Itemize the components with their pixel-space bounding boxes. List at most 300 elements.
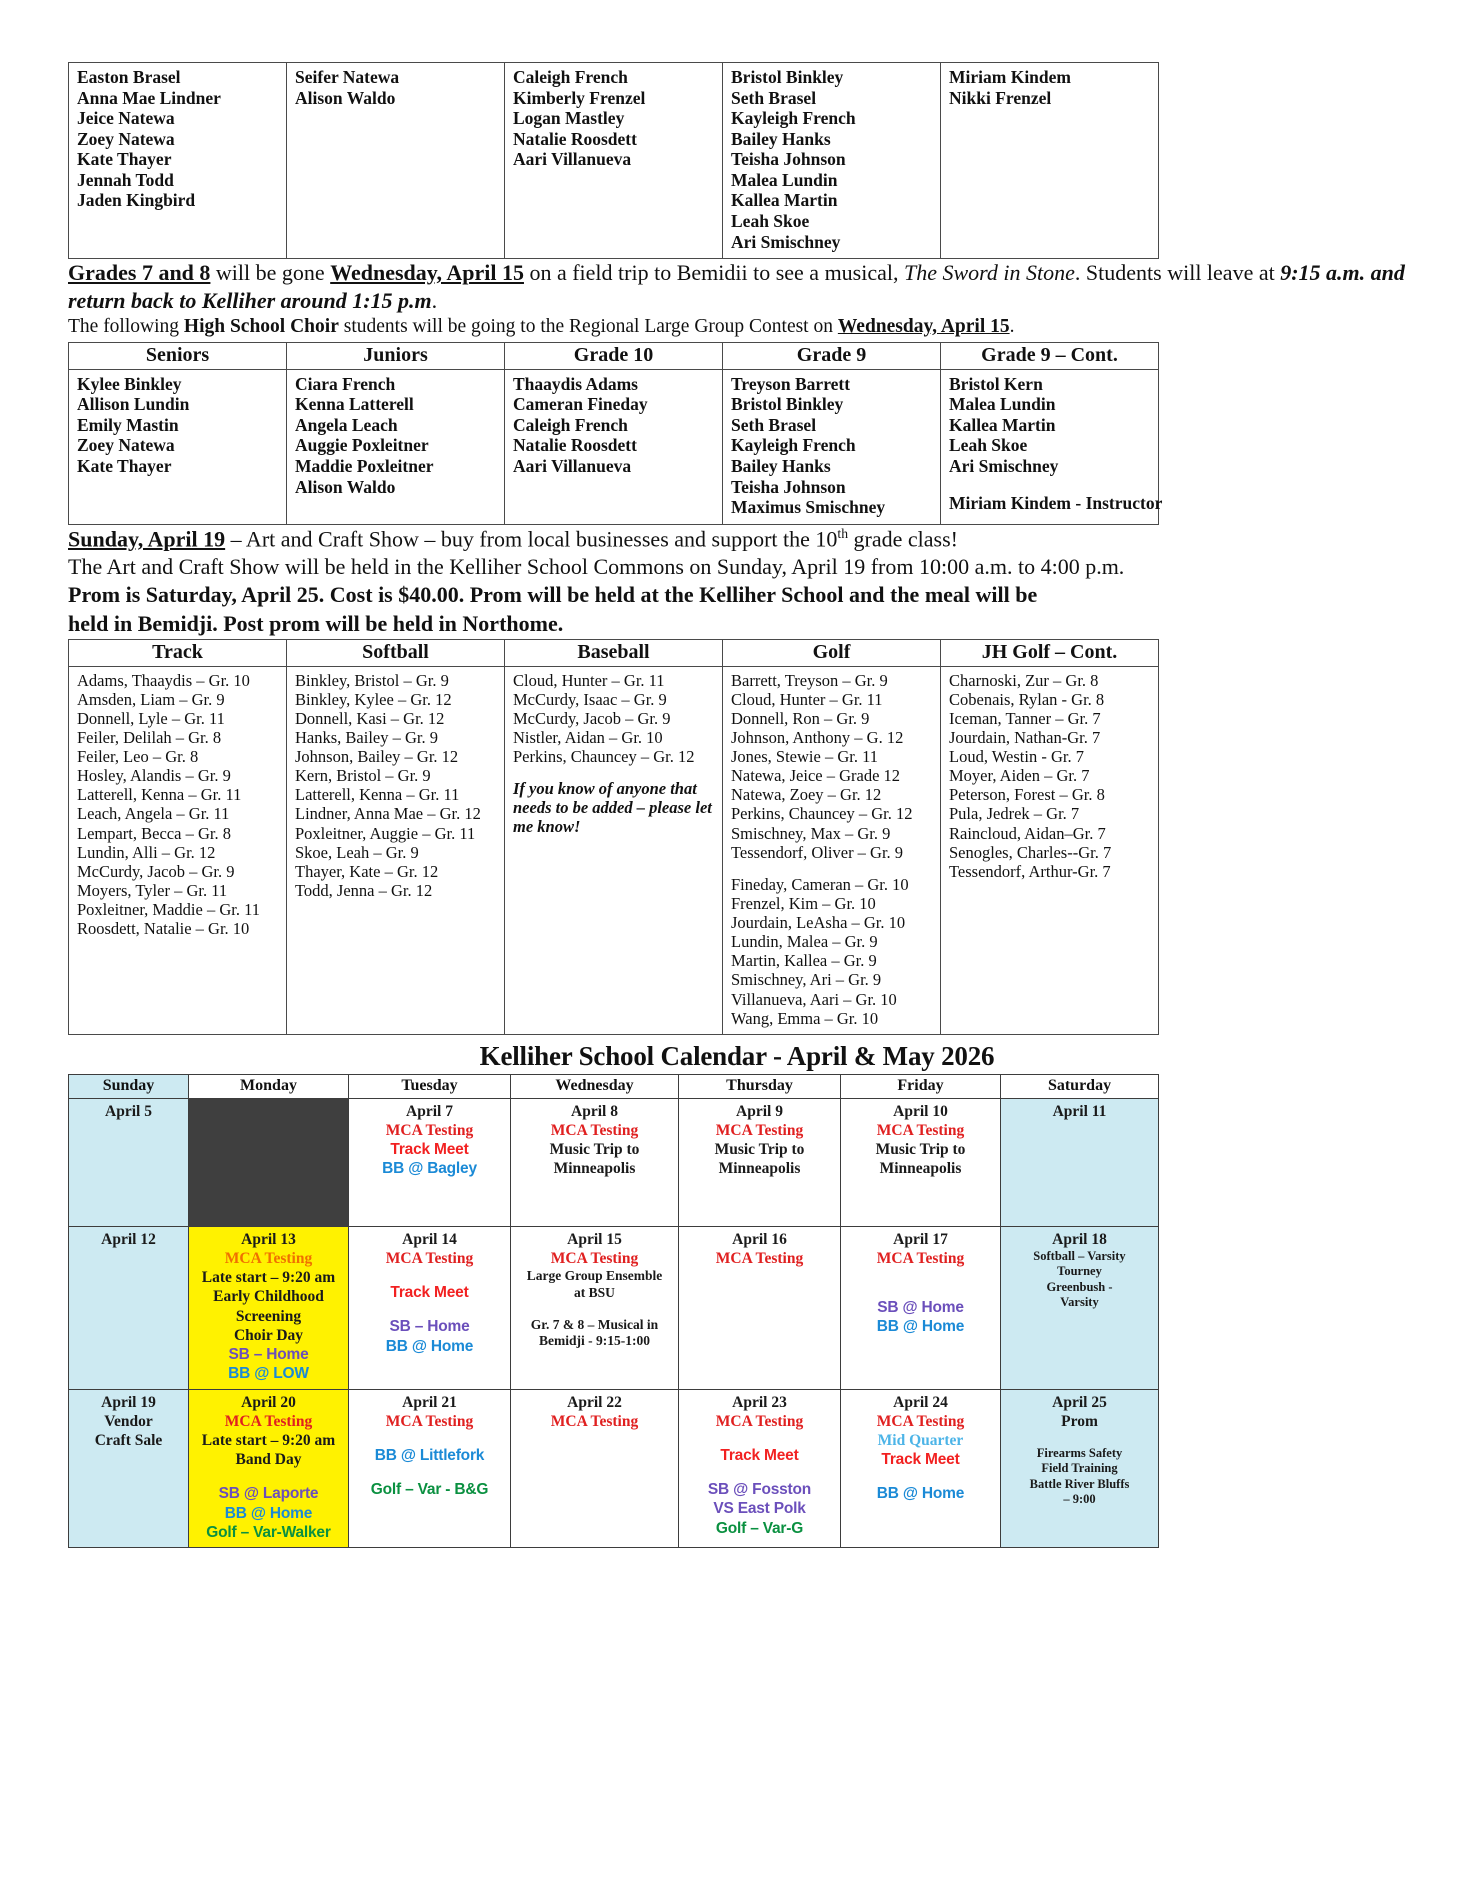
sports-col-track	[69, 666, 287, 1034]
choir-header-grade9-cont: Grade 9 – Cont.	[941, 342, 1159, 369]
choir-intro-end: .	[1009, 316, 1015, 338]
calendar-day-cell[interactable]	[841, 1389, 1001, 1548]
calendar-event: Minneapolis	[879, 1160, 962, 1178]
list-item: Maddie Poxleitner	[295, 456, 434, 476]
calendar-body	[69, 1098, 1159, 1547]
calendar-event: Softball – Varsity	[1033, 1248, 1126, 1263]
calendar-spacer	[681, 1465, 838, 1480]
choir-instructor: Miriam Kindem - Instructor	[949, 492, 1163, 513]
calendar-event: Late start – 9:20 am	[201, 1431, 336, 1449]
calendar-day-cell[interactable]	[511, 1389, 679, 1548]
list-item: Donnell, Lyle – Gr. 11	[77, 708, 225, 728]
art-craft-line2: The Art and Craft Show will be held in the Kelliher School Commons on Sunday, April 19 from 10:00 a.m. to 4:00 p.m.	[68, 554, 1125, 580]
list-item: Johnson, Bailey – Gr. 12	[295, 747, 459, 767]
list-item: Teisha Johnson	[731, 149, 846, 170]
calendar-event: Minneapolis	[718, 1160, 801, 1178]
calendar-spacer	[843, 1469, 998, 1484]
list-item: Cobenais, Rylan - Gr. 8	[949, 689, 1105, 709]
calendar-date-label: April 20	[241, 1393, 296, 1411]
calendar-header-wednesday: Wednesday	[511, 1074, 679, 1098]
sports-header-row	[69, 639, 1159, 666]
names-col-4	[723, 63, 941, 259]
calendar-event: BB @ Home	[224, 1504, 313, 1522]
calendar-event: Track Meet	[720, 1446, 799, 1464]
calendar-date-label: April 18	[1052, 1230, 1107, 1248]
list-item: Fineday, Cameran – Gr. 10	[731, 874, 909, 894]
list-item: Maximus Smischney	[731, 497, 886, 518]
art-craft-ordinal: th	[837, 525, 849, 541]
list-item: Zoey Natewa	[77, 128, 175, 149]
sports-header-baseball: Baseball	[505, 639, 723, 666]
calendar-event: Music Trip to	[714, 1141, 805, 1159]
list-item: Jourdain, Nathan-Gr. 7	[949, 727, 1101, 747]
sports-rosters-table	[68, 639, 1159, 1035]
list-item: Alison Waldo	[295, 87, 396, 108]
calendar-spacer	[843, 1283, 998, 1298]
field-trip-mid1: will be gone	[210, 260, 331, 286]
choir-col-seniors	[69, 369, 287, 524]
art-craft-date: Sunday, April 19	[68, 526, 226, 552]
list-item: Binkley, Kylee – Gr. 12	[295, 689, 452, 709]
list-item: Anna Mae Lindner	[77, 87, 221, 108]
calendar-event: Minneapolis	[553, 1160, 636, 1178]
art-craft-paragraph	[68, 525, 1406, 582]
choir-header-grade9: Grade 9	[723, 342, 941, 369]
field-trip-times: 9:15 a.m. and return back to Kelliher around 1:15 p.m	[68, 260, 1405, 314]
calendar-event: Early Childhood	[213, 1288, 324, 1306]
list-item: Smischney, Max – Gr. 9	[731, 823, 891, 843]
calendar-event: MCA Testing	[876, 1121, 965, 1139]
list-item: Binkley, Bristol – Gr. 9	[295, 670, 449, 690]
baseball-note: If you know of anyone that needs to be added – please let me know!	[513, 779, 712, 837]
names-col-5	[941, 63, 1159, 259]
choir-intro-date: Wednesday, April 15	[837, 316, 1010, 338]
calendar-event: Vendor	[104, 1412, 153, 1430]
calendar-event: BB @ Home	[385, 1337, 474, 1355]
calendar-day-cell[interactable]	[679, 1098, 841, 1226]
list-item: Nistler, Aidan – Gr. 10	[513, 727, 663, 747]
calendar-spacer	[351, 1268, 508, 1283]
list-item: Johnson, Anthony – G. 12	[731, 727, 904, 747]
calendar-event: Music Trip to	[875, 1141, 966, 1159]
list-item: Frenzel, Kim – Gr. 10	[731, 893, 876, 913]
list-item: Wang, Emma – Gr. 10	[731, 1008, 879, 1028]
sports-body-row	[69, 666, 1159, 1034]
calendar-event: BB @ Bagley	[382, 1160, 477, 1178]
list-item: Bristol Kern	[949, 373, 1043, 394]
calendar-header-tuesday: Tuesday	[349, 1074, 511, 1098]
calendar-event: SB @ Home	[877, 1299, 964, 1317]
calendar-event: VS East Polk	[713, 1500, 806, 1518]
field-trip-paragraph	[68, 259, 1406, 315]
calendar-day-cell[interactable]	[189, 1389, 349, 1548]
calendar-event: Varsity	[1060, 1295, 1099, 1310]
list-item: Seth Brasel	[731, 414, 817, 435]
calendar-date-label: April 10	[893, 1102, 948, 1120]
calendar-day-cell[interactable]	[841, 1098, 1001, 1226]
choir-students-table	[68, 342, 1163, 525]
calendar-event: BB @ LOW	[228, 1365, 309, 1383]
calendar-event: SB – Home	[228, 1346, 309, 1364]
choir-intro-part1: The following	[68, 316, 184, 338]
list-item: Kayleigh French	[731, 108, 856, 129]
calendar-event: MCA Testing	[715, 1249, 804, 1267]
calendar-event: Mid Quarter	[877, 1431, 964, 1449]
golf-list-b	[731, 875, 932, 1028]
list-item: Feiler, Delilah – Gr. 8	[77, 727, 222, 747]
list-item: Leach, Angela – Gr. 11	[77, 804, 230, 824]
calendar-day-cell[interactable]	[1001, 1389, 1159, 1548]
list-item: Logan Mastley	[513, 108, 625, 129]
calendar-date-label: April 25	[1052, 1393, 1107, 1411]
calendar-event: Field Training	[1041, 1461, 1118, 1476]
calendar-day-cell[interactable]	[841, 1226, 1001, 1389]
list-item: Lundin, Malea – Gr. 9	[731, 932, 878, 952]
calendar-header-thursday: Thursday	[679, 1074, 841, 1098]
calendar-event: Band Day	[235, 1451, 302, 1469]
calendar-event: MCA Testing	[715, 1412, 804, 1430]
list-item: Malea Lundin	[731, 169, 838, 190]
calendar-spacer	[681, 1431, 838, 1446]
list-item: Bailey Hanks	[731, 456, 831, 476]
choir-col-grade9-cont	[941, 369, 1163, 524]
calendar-spacer	[351, 1465, 508, 1480]
calendar-spacer	[513, 1302, 676, 1317]
calendar-week-row	[69, 1098, 1159, 1226]
list-item: Todd, Jenna – Gr. 12	[295, 880, 433, 900]
list-item: Villanueva, Aari – Gr. 10	[731, 989, 897, 1009]
calendar-event: Firearms Safety	[1036, 1445, 1123, 1460]
list-item: Barrett, Treyson – Gr. 9	[731, 670, 888, 690]
calendar-date-label: April 5	[105, 1102, 152, 1120]
list-item: Lempart, Becca – Gr. 8	[77, 823, 231, 843]
list-item: Hosley, Alandis – Gr. 9	[77, 766, 231, 786]
list-item: Kenna Latterell	[295, 394, 414, 415]
baseball-list	[513, 671, 714, 767]
sports-col-baseball	[505, 666, 723, 1034]
list-item: Natalie Roosdett	[513, 128, 637, 149]
list-item: Kallea Martin	[949, 414, 1056, 435]
calendar-day-cell[interactable]	[349, 1226, 511, 1389]
list-item: Iceman, Tanner – Gr. 7	[949, 708, 1101, 728]
school-calendar	[68, 1074, 1159, 1548]
calendar-header-sunday: Sunday	[69, 1074, 189, 1098]
list-item: Senogles, Charles--Gr. 7	[949, 842, 1112, 862]
baseball-gap	[513, 766, 714, 779]
calendar-date-label: April 22	[567, 1393, 622, 1411]
calendar-spacer	[1003, 1431, 1156, 1446]
calendar-day-cell[interactable]	[349, 1098, 511, 1226]
calendar-event: SB – Home	[389, 1318, 470, 1336]
list-item: Feiler, Leo – Gr. 8	[77, 747, 199, 767]
names-col-2	[287, 63, 505, 259]
choir-header-row	[69, 342, 1159, 369]
calendar-date-label: April 17	[893, 1230, 948, 1248]
calendar-date-label: April 7	[406, 1102, 453, 1120]
calendar-event: Large Group Ensemble	[526, 1268, 663, 1284]
choir-intro-bold: High School Choir	[183, 316, 339, 338]
field-trip-mid2: on a field trip to Bemidii to see a musical,	[523, 260, 904, 286]
list-item: Kylee Binkley	[77, 373, 182, 394]
calendar-event: Screening	[235, 1307, 302, 1325]
list-item: Latterell, Kenna – Gr. 11	[77, 785, 242, 805]
list-item: Smischney, Ari – Gr. 9	[731, 970, 882, 990]
art-craft-line1: – Art and Craft Show – buy from local businesses and support the 10	[225, 526, 838, 552]
calendar-date-label: April 8	[571, 1102, 618, 1120]
list-item: Poxleitner, Maddie – Gr. 11	[77, 900, 260, 920]
choir-col-grade9	[723, 369, 941, 524]
list-item: Jones, Stewie – Gr. 11	[731, 747, 878, 767]
calendar-event: Track Meet	[390, 1141, 469, 1159]
list-item: Perkins, Chauncey – Gr. 12	[731, 804, 913, 824]
calendar-date-label: April 13	[241, 1230, 296, 1248]
calendar-header-row	[69, 1074, 1159, 1098]
list-item: Cameran Fineday	[513, 394, 648, 415]
list-item: Lundin, Alli – Gr. 12	[77, 842, 216, 862]
student-names-table	[68, 62, 1159, 259]
calendar-event: Greenbush -	[1046, 1279, 1113, 1294]
list-item: Bailey Hanks	[731, 128, 831, 149]
list-item: Adams, Thaaydis – Gr. 10	[77, 670, 250, 690]
list-item: Donnell, Kasi – Gr. 12	[295, 708, 445, 728]
list-item: Pula, Jedrek – Gr. 7	[949, 804, 1080, 824]
calendar-event: BB @ Littlefork	[374, 1446, 485, 1464]
list-item: Jaden Kingbird	[77, 190, 196, 211]
golf-gap	[731, 862, 932, 875]
calendar-event: SB @ Laporte	[218, 1485, 319, 1503]
calendar-date-label: April 14	[402, 1230, 457, 1248]
calendar-day-cell[interactable]	[511, 1226, 679, 1389]
prom-line1: Prom is Saturday, April 25. Cost is $40.00. Prom will be held at the Kelliher School and the meal will be	[68, 582, 1038, 608]
calendar-date-label: April 15	[567, 1230, 622, 1248]
choir-col-grade10	[505, 369, 723, 524]
list-item: McCurdy, Jacob – Gr. 9	[513, 708, 671, 728]
calendar-spacer	[191, 1469, 346, 1484]
calendar-event: Choir Day	[233, 1326, 304, 1344]
field-trip-end: .	[431, 288, 438, 314]
list-item: Bristol Binkley	[731, 394, 844, 415]
calendar-event: MCA Testing	[876, 1412, 965, 1430]
prom-paragraph	[68, 581, 1406, 638]
names-col-1	[69, 63, 287, 259]
calendar-event: Gr. 7 & 8 – Musical in	[530, 1316, 659, 1332]
calendar-day-cell[interactable]	[69, 1389, 189, 1548]
list-item: Latterell, Kenna – Gr. 11	[295, 785, 460, 805]
list-item: Jeice Natewa	[77, 108, 175, 129]
choir-spacer	[949, 477, 1150, 493]
calendar-date-label: April 21	[402, 1393, 457, 1411]
calendar-event: MCA Testing	[224, 1249, 313, 1267]
list-item: Jourdain, LeAsha – Gr. 10	[731, 913, 906, 933]
calendar-event: MCA Testing	[385, 1412, 474, 1430]
field-trip-grades: Grades 7 and 8	[68, 260, 211, 286]
list-item: Ciara French	[295, 373, 396, 394]
list-item: Jennah Todd	[77, 169, 174, 190]
calendar-event: Golf – Var-Walker	[206, 1523, 331, 1541]
choir-body-row	[69, 369, 1159, 524]
list-item: Miriam Kindem	[949, 67, 1071, 87]
list-item: Moyer, Aiden – Gr. 7	[949, 766, 1090, 786]
list-item: Charnoski, Zur – Gr. 8	[949, 670, 1099, 690]
list-item: Loud, Westin - Gr. 7	[949, 747, 1084, 767]
list-item: Roosdett, Natalie – Gr. 10	[77, 919, 250, 939]
list-item: Tessendorf, Oliver – Gr. 9	[731, 842, 904, 862]
list-item: Ari Smischney	[949, 456, 1059, 476]
sports-col-jh-golf	[941, 666, 1159, 1034]
calendar-week-row	[69, 1226, 1159, 1389]
list-item: Kate Thayer	[77, 456, 172, 476]
list-item: Skoe, Leah – Gr. 9	[295, 842, 419, 862]
prom-line2: held in Bemidji. Post prom will be held in Northome.	[68, 610, 564, 636]
calendar-event: Bemidji - 9:15-1:00	[539, 1333, 650, 1349]
list-item: Kimberly Frenzel	[513, 87, 646, 108]
list-item: Donnell, Ron – Gr. 9	[731, 708, 870, 728]
list-item: Emily Mastin	[77, 414, 179, 435]
calendar-header-monday: Monday	[189, 1074, 349, 1098]
list-item: Seth Brasel	[731, 87, 817, 108]
list-item: Perkins, Chauncey – Gr. 12	[513, 747, 695, 767]
calendar-event: Track Meet	[881, 1451, 960, 1469]
list-item: Aari Villanueva	[513, 149, 632, 170]
list-item: Ari Smischney	[731, 231, 841, 252]
list-item: Amsden, Liam – Gr. 9	[77, 689, 225, 709]
calendar-day-cell[interactable]	[1001, 1226, 1159, 1389]
calendar-event: Craft Sale	[94, 1431, 163, 1449]
calendar-day-cell[interactable]	[349, 1389, 511, 1548]
list-item: Leah Skoe	[731, 210, 810, 231]
list-item: Seifer Natewa	[295, 67, 400, 87]
sports-col-softball	[287, 666, 505, 1034]
art-craft-line1-end: grade class!	[848, 526, 958, 552]
calendar-event: at BSU	[574, 1284, 615, 1300]
calendar-date-label: April 16	[732, 1230, 787, 1248]
calendar-event: Golf – Var-G	[715, 1519, 804, 1537]
calendar-event: SB @ Fosston	[707, 1481, 812, 1499]
list-item: Caleigh French	[513, 67, 628, 87]
calendar-event: BB @ Home	[876, 1318, 965, 1336]
list-item: Auggie Poxleitner	[295, 435, 429, 456]
list-item: Zoey Natewa	[77, 435, 175, 456]
choir-header-seniors: Seniors	[69, 342, 287, 369]
sports-header-jh-golf: JH Golf – Cont.	[941, 639, 1159, 666]
list-item: Cloud, Hunter – Gr. 11	[513, 670, 665, 690]
calendar-day-cell[interactable]	[69, 1098, 189, 1226]
list-item: Angela Leach	[295, 414, 398, 435]
sports-col-golf	[723, 666, 941, 1034]
calendar-spacer	[843, 1268, 998, 1283]
calendar-event: Track Meet	[390, 1284, 469, 1302]
list-item: Kallea Martin	[731, 190, 838, 211]
list-item: Easton Brasel	[77, 67, 181, 87]
calendar-day-cell[interactable]	[189, 1098, 349, 1226]
list-item: Malea Lundin	[949, 394, 1056, 415]
calendar-day-cell[interactable]	[511, 1098, 679, 1226]
list-item: Cloud, Hunter – Gr. 11	[731, 689, 883, 709]
list-item: Leah Skoe	[949, 435, 1028, 456]
list-item: Teisha Johnson	[731, 476, 846, 497]
calendar-event: BB @ Home	[876, 1485, 965, 1503]
choir-header-grade10: Grade 10	[505, 342, 723, 369]
calendar-event: Music Trip to	[549, 1141, 640, 1159]
calendar-event: MCA Testing	[715, 1121, 804, 1139]
choir-header-juniors: Juniors	[287, 342, 505, 369]
calendar-header-friday: Friday	[841, 1074, 1001, 1098]
list-item: Caleigh French	[513, 414, 628, 435]
calendar-event: Prom	[1061, 1412, 1098, 1430]
calendar-header-saturday: Saturday	[1001, 1074, 1159, 1098]
table-row	[69, 63, 1159, 259]
calendar-day-cell[interactable]	[69, 1226, 189, 1389]
list-item: Martin, Kallea – Gr. 9	[731, 951, 877, 971]
list-item: Natalie Roosdett	[513, 435, 637, 456]
calendar-event: Battle River Bluffs	[1029, 1476, 1130, 1491]
list-item: Peterson, Forest – Gr. 8	[949, 785, 1105, 805]
choir-g9cont-list	[949, 374, 1150, 477]
calendar-event: MCA Testing	[385, 1121, 474, 1139]
calendar-event: MCA Testing	[550, 1412, 639, 1430]
sports-header-track: Track	[69, 639, 287, 666]
list-item: McCurdy, Jacob – Gr. 9	[77, 861, 235, 881]
list-item: Hanks, Bailey – Gr. 9	[295, 727, 438, 747]
calendar-event: MCA Testing	[385, 1249, 474, 1267]
list-item: Natewa, Jeice – Grade 12	[731, 766, 901, 786]
calendar-date-label: April 23	[732, 1393, 787, 1411]
list-item: Kayleigh French	[731, 435, 856, 456]
calendar-day-cell[interactable]	[189, 1226, 349, 1389]
calendar-event: MCA Testing	[550, 1249, 639, 1267]
list-item: Natewa, Zoey – Gr. 12	[731, 785, 882, 805]
list-item: Allison Lundin	[77, 394, 190, 415]
calendar-date-label: April 24	[893, 1393, 948, 1411]
list-item: McCurdy, Isaac – Gr. 9	[513, 689, 667, 709]
list-item: Kate Thayer	[77, 149, 172, 170]
list-item: Nikki Frenzel	[949, 87, 1052, 108]
list-item: Aari Villanueva	[513, 456, 632, 476]
choir-intro-paragraph	[68, 315, 1406, 339]
sports-header-softball: Softball	[287, 639, 505, 666]
calendar-spacer	[351, 1431, 508, 1446]
calendar-day-cell[interactable]	[679, 1226, 841, 1389]
list-item: Thayer, Kate – Gr. 12	[295, 861, 439, 881]
calendar-event: – 9:00	[1063, 1492, 1096, 1507]
calendar-event: Golf – Var - B&G	[370, 1481, 489, 1499]
calendar-date-label: April 12	[101, 1230, 156, 1248]
list-item: Bristol Binkley	[731, 67, 844, 87]
calendar-day-cell[interactable]	[679, 1389, 841, 1548]
field-trip-date: Wednesday, April 15	[330, 260, 524, 286]
field-trip-musical-title: The Sword in Stone	[904, 260, 1075, 286]
choir-intro-part2: students will be going to the Regional Large Group Contest on	[338, 316, 838, 338]
list-item: Thaaydis Adams	[513, 373, 638, 394]
choir-col-juniors	[287, 369, 505, 524]
field-trip-mid3: . Students will leave at	[1074, 260, 1281, 286]
list-item: Lindner, Anna Mae – Gr. 12	[295, 804, 481, 824]
calendar-event: MCA Testing	[550, 1121, 639, 1139]
calendar-date-label: April 9	[736, 1102, 783, 1120]
list-item: Raincloud, Aidan–Gr. 7	[949, 823, 1106, 843]
list-item: Moyers, Tyler – Gr. 11	[77, 880, 228, 900]
calendar-spacer	[351, 1302, 508, 1317]
calendar-date-label: April 11	[1052, 1102, 1107, 1120]
calendar-event: MCA Testing	[876, 1249, 965, 1267]
calendar-day-cell[interactable]	[1001, 1098, 1159, 1226]
list-item: Poxleitner, Auggie – Gr. 11	[295, 823, 476, 843]
golf-list-a	[731, 671, 932, 862]
calendar-week-row	[69, 1389, 1159, 1548]
list-item: Alison Waldo	[295, 476, 396, 497]
names-col-3	[505, 63, 723, 259]
calendar-event: Tourney	[1057, 1264, 1102, 1279]
